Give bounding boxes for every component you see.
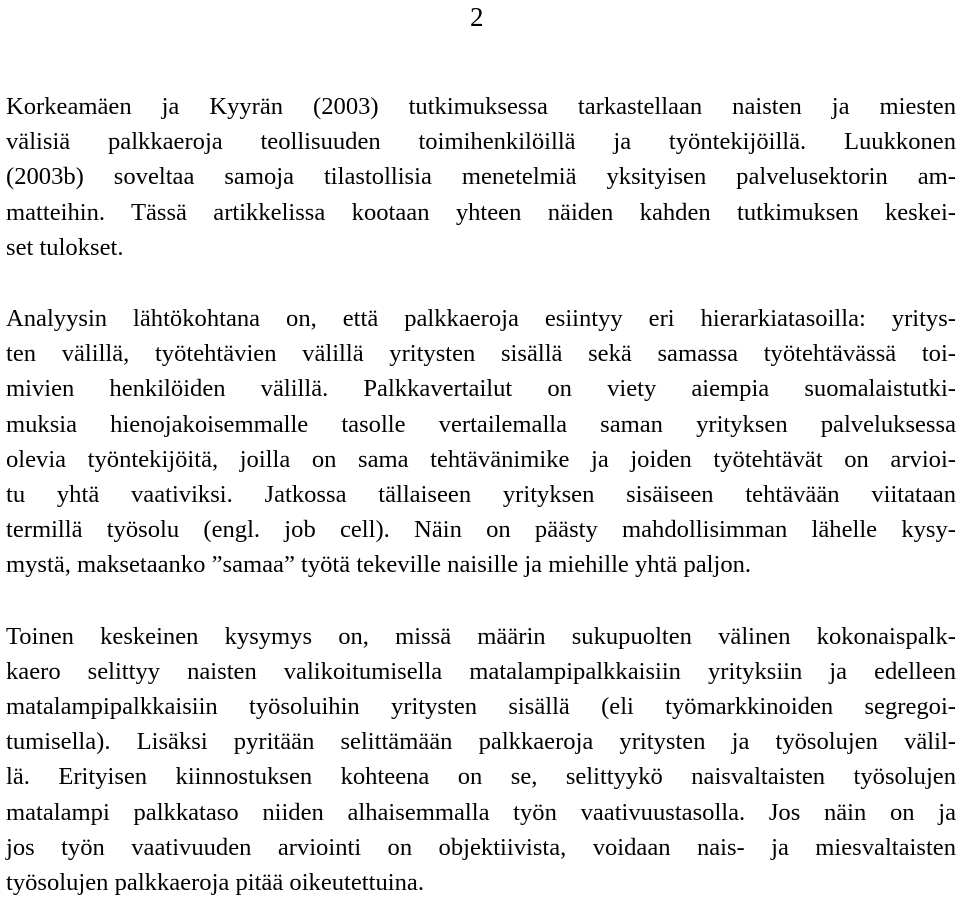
text-line: lä. Erityisen kiinnostuksen kohteena on se, selittyykö naisvaltaisten työsolujen	[6, 763, 956, 791]
text-line: olevia työntekijöitä, joilla on sama tehtävänimike ja joiden työtehtävät on arvioi-	[6, 445, 956, 473]
page-number: 2	[470, 2, 484, 32]
text-line: mystä, maksetaanko ”samaa” työtä tekeville naisille ja miehille yhtä paljon.	[6, 551, 752, 579]
text-line: ten välillä, työtehtävien välillä yritysten sisällä sekä samassa työtehtävässä toi-	[6, 340, 956, 368]
text-line: termillä työsolu (engl. job cell). Näin on päästy mahdollisimman lähelle kysy-	[6, 516, 956, 544]
text-line: Korkeamäen ja Kyyrän (2003) tutkimuksessa tarkastellaan naisten ja miesten	[6, 93, 956, 120]
text-line: (2003b) soveltaa samoja tilastollisia menetelmiä yksityisen palvelusektorin am-	[6, 163, 956, 191]
text-line: matalampi palkkataso niiden alhaisemmalla työn vaativuustasolla. Jos näin on ja	[6, 798, 956, 826]
text-line: Analyysin lähtökohtana on, että palkkaeroja esiintyy eri hierarkiatasoilla: yritys-	[6, 305, 956, 333]
text-line: jos työn vaativuuden arviointi on objektiivista, voidaan nais- ja miesvaltaisten	[6, 833, 956, 861]
text-line: välisiä palkkaeroja teollisuuden toimihenkilöillä ja työntekijöillä. Luukkonen	[6, 128, 956, 156]
paragraph-2	[6, 301, 956, 583]
paragraph-3	[6, 619, 956, 900]
text-line: matalampipalkkaisiin työsoluihin yritysten sisällä (eli työmarkkinoiden segregoi-	[6, 693, 956, 721]
page-body	[6, 89, 956, 900]
text-line: tu yhtä vaativiksi. Jatkossa tällaiseen yrityksen sisäiseen tehtävään viitataan	[6, 481, 956, 509]
text-line: muksia hienojakoisemmalle tasolle vertailemalla saman yrityksen palveluksessa	[6, 410, 956, 438]
text-line: tumisella). Lisäksi pyritään selittämään palkkaeroja yritysten ja työsolujen välil-	[6, 728, 956, 756]
text-line: mivien henkilöiden välillä. Palkkavertailut on viety aiempia suomalaistutki-	[6, 375, 956, 403]
text-line: matteihin. Tässä artikkelissa kootaan yhteen näiden kahden tutkimuksen keskei-	[6, 198, 956, 226]
text-line: työsolujen palkkaeroja pitää oikeutettuina.	[6, 869, 424, 897]
text-line: set tulokset.	[6, 233, 124, 261]
text-line: Toinen keskeinen kysymys on, missä määrin sukupuolten välinen kokonaispalk-	[6, 622, 956, 650]
text-line: kaero selittyy naisten valikoitumisella matalampipalkkaisiin yrityksiin ja edelleen	[6, 657, 956, 685]
paragraph-1	[6, 89, 956, 265]
